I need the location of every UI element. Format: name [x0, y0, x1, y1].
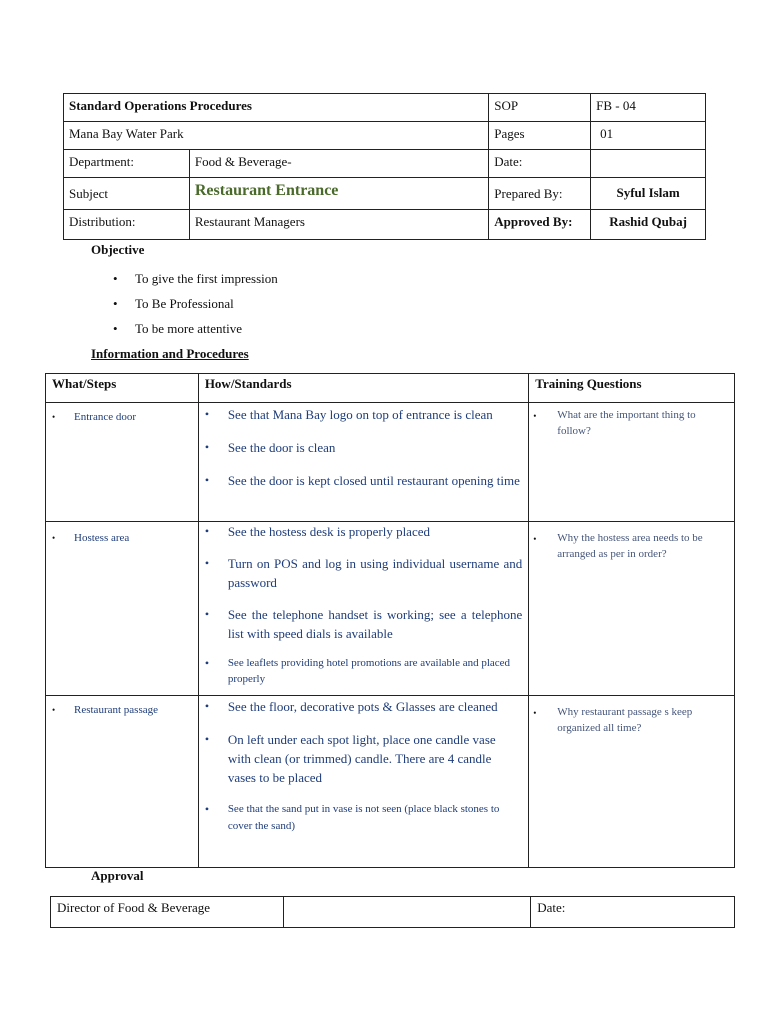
table-row [46, 403, 735, 522]
objective-item: • To Be Professional [113, 296, 234, 311]
standard-item: • See the floor, decorative pots & Glasses are cleaned [204, 699, 498, 714]
standard-item: • See the door is clean [204, 440, 336, 455]
objective-title: Objective [91, 242, 145, 257]
table-row [46, 696, 735, 868]
sop-title: Standard Operations Procedures [64, 94, 489, 122]
distribution-value: Restaurant Managers [189, 210, 488, 240]
standard-item: • On left under each spot light, place one candle vase with clean (or trimmed) candle. There are 4 candle vases to be placed [204, 732, 496, 785]
sop-value: FB - 04 [591, 94, 706, 122]
approval-table [50, 896, 735, 928]
objective-item: • To be more attentive [113, 321, 243, 336]
date-label: Date: [489, 150, 591, 178]
standard-item: • See that the sand put in vase is not seen (place black stones to cover the sand) [204, 802, 500, 832]
step-label: • Entrance door [52, 411, 136, 423]
prepared-label: Prepared By: [489, 178, 591, 210]
standard-item: • Turn on POS and log in using individual username and password [204, 556, 523, 590]
approval-date-label: Date: [531, 897, 735, 928]
standard-item: • See leaflets providing hotel promotions are available and placed properly [204, 656, 511, 685]
step-label: • Restaurant passage [52, 704, 158, 716]
organization-name: Mana Bay Water Park [64, 122, 489, 150]
prepared-value: Syful Islam [591, 178, 706, 210]
approved-label: Approved By: [489, 210, 591, 240]
pages-label: Pages [489, 122, 591, 150]
column-header-questions: Training Questions [529, 374, 735, 403]
column-header-standards: How/Standards [198, 374, 528, 403]
objective-item: • To give the first impression [113, 271, 278, 286]
department-value: Food & Beverage- [189, 150, 488, 178]
distribution-label: Distribution: [64, 210, 190, 240]
director-signature-field[interactable] [283, 897, 531, 928]
procedures-table [45, 373, 735, 868]
date-value [591, 150, 706, 178]
approval-title: Approval [91, 868, 144, 883]
information-title: Information and Procedures [91, 346, 249, 361]
training-question: • Why the hostess area needs to be arranged as per in order? [533, 532, 703, 560]
training-question: • Why restaurant passage s keep organized all time? [533, 706, 693, 734]
sop-label: SOP [489, 94, 591, 122]
director-label: Director of Food & Beverage [51, 897, 284, 928]
standard-item: • See the door is kept closed until restaurant opening time [204, 473, 520, 488]
pages-value: 01 [591, 122, 706, 150]
department-label: Department: [64, 150, 190, 178]
standard-item: • See the hostess desk is properly placed [204, 524, 430, 539]
approved-value: Rashid Qubaj [591, 210, 706, 240]
standard-item: • See that Mana Bay logo on top of entrance is clean [204, 407, 493, 422]
table-row [46, 522, 735, 696]
subject-label: Subject [64, 178, 190, 210]
header-table [63, 93, 706, 240]
standard-item: • See the telephone handset is working; see a telephone list with speed dials is available [204, 607, 523, 641]
step-label: • Hostess area [52, 532, 130, 544]
subject-value: Restaurant Entrance [194, 182, 339, 199]
column-header-steps: What/Steps [46, 374, 199, 403]
training-question: • What are the important thing to follow? [533, 409, 696, 437]
